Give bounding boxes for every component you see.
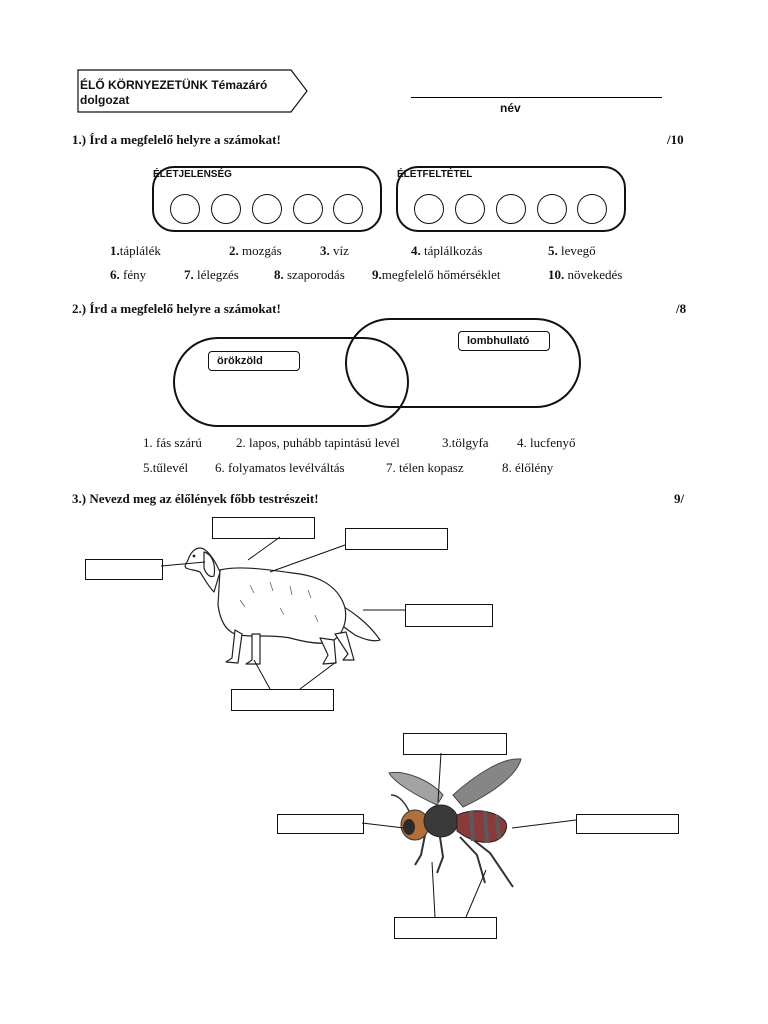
- q2-option: 4. lucfenyő: [517, 435, 576, 450]
- venn-right-label: lombhullató: [458, 331, 550, 351]
- q1-title: 1.) Írd a megfelelő helyre a számokat!: [72, 132, 281, 147]
- q2-option: 2. lapos, puhább tapintású levél: [236, 435, 400, 450]
- q3-title: 3.) Nevezd meg az élőlények főbb testrészeit!: [72, 491, 319, 506]
- q2-option: 5.tűlevél: [143, 460, 189, 475]
- name-label: név: [500, 101, 521, 115]
- venn-left-label: örökzöld: [208, 351, 300, 371]
- title-line-1: ÉLŐ KÖRNYEZETÜNK Témazáró: [80, 78, 268, 92]
- q1-option: 7. lélegzés: [184, 267, 239, 282]
- q2-option: 1. fás szárú: [143, 435, 202, 450]
- title-line-2: dolgozat: [80, 93, 130, 107]
- q1-option: 5. levegő: [548, 243, 596, 258]
- q1-group1-label: ÉLETJELENSÉG: [153, 169, 232, 180]
- connector-line: [466, 870, 486, 917]
- q1-option: 2. mozgás: [229, 243, 282, 258]
- q2-option: 6. folyamatos levélváltás: [215, 460, 345, 475]
- q1-option: 8. szaporodás: [274, 267, 345, 282]
- q1-score: /10: [667, 132, 684, 147]
- q1-option: 3. víz: [320, 243, 349, 258]
- q1-option: 1.táplálék: [110, 243, 161, 258]
- connector-line: [432, 862, 435, 917]
- q2-score: /8: [676, 301, 687, 316]
- q1-option: 6. fény: [110, 267, 147, 282]
- q3-score: 9/: [674, 491, 685, 506]
- q1-option: 10. növekedés: [548, 267, 623, 282]
- q1-option: 9.megfelelő hőmérséklet: [372, 267, 501, 282]
- q2-option: 3.tölgyfa: [442, 435, 489, 450]
- q1-group2-label: ÉLETFELTÉTEL: [397, 169, 473, 180]
- connector-line: [438, 753, 441, 802]
- connector-line: [512, 820, 576, 828]
- connector-line: [362, 823, 404, 828]
- q2-title: 2.) Írd a megfelelő helyre a számokat!: [72, 301, 281, 316]
- q2-option: 8. élőlény: [502, 460, 554, 475]
- q2-option: 7. télen kopasz: [386, 460, 464, 475]
- q1-option: 4. táplálkozás: [411, 243, 483, 258]
